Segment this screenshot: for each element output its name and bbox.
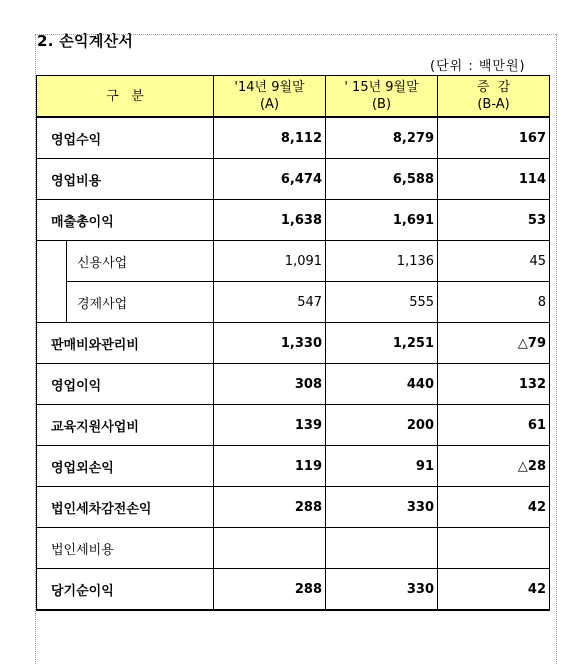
value-a: 139 bbox=[214, 405, 326, 446]
header-col-b bbox=[326, 76, 438, 118]
value-a: 6,474 bbox=[214, 159, 326, 200]
page-margin-guide-right bbox=[556, 34, 557, 664]
row-label: 영업비용 bbox=[37, 159, 214, 200]
value-b: 1,251 bbox=[326, 323, 438, 364]
value-change bbox=[438, 528, 550, 569]
value-b: 1,691 bbox=[326, 200, 438, 241]
value-change: 42 bbox=[438, 569, 550, 611]
value-b bbox=[326, 528, 438, 569]
income-statement-table bbox=[36, 75, 550, 611]
table-row bbox=[37, 569, 550, 611]
table-row bbox=[37, 323, 550, 364]
value-change: 114 bbox=[438, 159, 550, 200]
value-b: 6,588 bbox=[326, 159, 438, 200]
table-row bbox=[37, 282, 550, 323]
table-row bbox=[37, 159, 550, 200]
table-row bbox=[37, 364, 550, 405]
value-change: 42 bbox=[438, 487, 550, 528]
value-a: 1,330 bbox=[214, 323, 326, 364]
value-a bbox=[214, 528, 326, 569]
indent-spacer bbox=[37, 241, 67, 282]
header-col-b-period: ' 15년 9월말 bbox=[344, 80, 419, 95]
table-row bbox=[37, 117, 550, 159]
value-change: △79 bbox=[438, 323, 550, 364]
value-change: 53 bbox=[438, 200, 550, 241]
value-change: 45 bbox=[438, 241, 550, 282]
value-a: 288 bbox=[214, 487, 326, 528]
value-change: 8 bbox=[438, 282, 550, 323]
table-row bbox=[37, 528, 550, 569]
value-change: 167 bbox=[438, 117, 550, 159]
row-label: 법인세비용 bbox=[37, 528, 214, 569]
header-col-a-code: (A) bbox=[259, 97, 280, 112]
row-label: 매출총이익 bbox=[37, 200, 214, 241]
row-label: 영업수익 bbox=[37, 117, 214, 159]
header-col-b-code: (B) bbox=[371, 97, 392, 112]
value-change: △28 bbox=[438, 446, 550, 487]
value-change: 132 bbox=[438, 364, 550, 405]
header-category: 구 분 bbox=[37, 76, 214, 118]
table-row bbox=[37, 487, 550, 528]
value-a: 308 bbox=[214, 364, 326, 405]
value-a: 288 bbox=[214, 569, 326, 611]
table-header-row bbox=[37, 76, 550, 118]
header-col-a bbox=[214, 76, 326, 118]
value-change: 61 bbox=[438, 405, 550, 446]
value-b: 440 bbox=[326, 364, 438, 405]
value-b: 555 bbox=[326, 282, 438, 323]
row-label: 교육지원사업비 bbox=[37, 405, 214, 446]
section-title: 2. 손익계산서 bbox=[37, 32, 134, 50]
table-row bbox=[37, 446, 550, 487]
row-label: 신용사업 bbox=[67, 241, 214, 282]
row-label: 영업이익 bbox=[37, 364, 214, 405]
header-col-a-period: '14년 9월말 bbox=[234, 80, 305, 95]
value-b: 330 bbox=[326, 569, 438, 611]
indent-spacer bbox=[37, 282, 67, 323]
value-b: 1,136 bbox=[326, 241, 438, 282]
value-b: 200 bbox=[326, 405, 438, 446]
header-col-change-formula: (B-A) bbox=[477, 97, 510, 112]
value-a: 8,112 bbox=[214, 117, 326, 159]
table-row bbox=[37, 405, 550, 446]
row-label: 경제사업 bbox=[67, 282, 214, 323]
value-b: 330 bbox=[326, 487, 438, 528]
value-b: 8,279 bbox=[326, 117, 438, 159]
value-a: 1,638 bbox=[214, 200, 326, 241]
value-a: 1,091 bbox=[214, 241, 326, 282]
value-a: 119 bbox=[214, 446, 326, 487]
table-row bbox=[37, 241, 550, 282]
header-col-change bbox=[438, 76, 550, 118]
table-row bbox=[37, 200, 550, 241]
value-b: 91 bbox=[326, 446, 438, 487]
row-label: 영업외손익 bbox=[37, 446, 214, 487]
row-label: 판매비와관리비 bbox=[37, 323, 214, 364]
value-a: 547 bbox=[214, 282, 326, 323]
header-col-change-label: 증 감 bbox=[476, 80, 511, 95]
unit-note: (단위 : 백만원) bbox=[430, 59, 526, 74]
row-label: 당기순이익 bbox=[37, 569, 214, 611]
row-label: 법인세차감전손익 bbox=[37, 487, 214, 528]
